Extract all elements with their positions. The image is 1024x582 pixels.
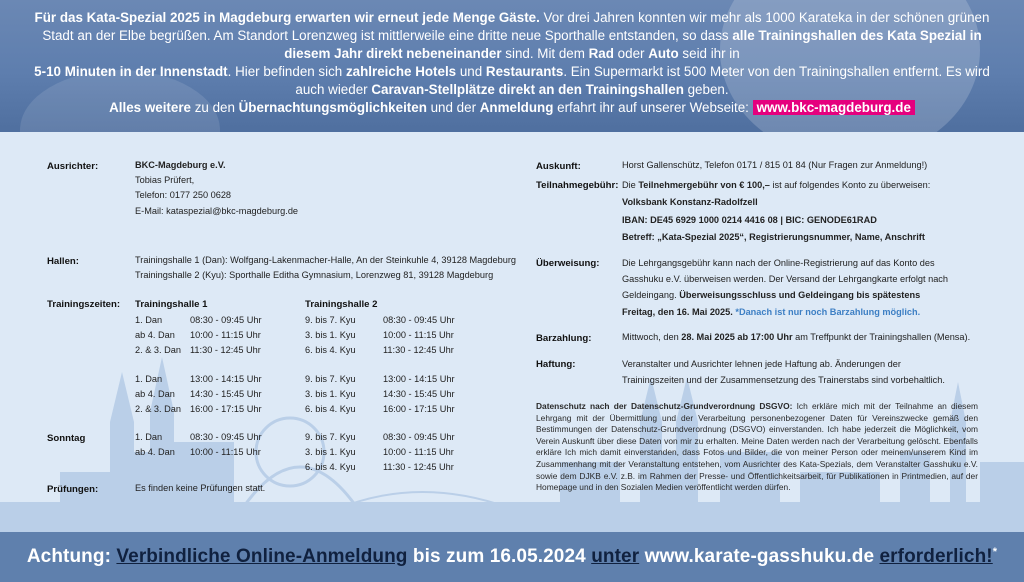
ausrichter-email[interactable]: E-Mail: kataspezial@bkc-magdeburg.de [135,205,299,216]
schedule-row: 1. Dan 13:00 - 14:15 Uhr [135,374,262,384]
schedule-row: ab 4. Dan 10:00 - 11:15 Uhr [135,330,261,341]
schedule-row: ab 4. Dan 14:30 - 15:45 Uhr [135,389,262,400]
bank-name: Volksbank Konstanz-Radolfzell [622,197,758,208]
ausrichter-name: BKC-Magdeburg e.V. [135,160,226,170]
schedule-row: 3. bis 1. Kyu 10:00 - 11:15 Uhr [305,447,454,458]
intro-text: Für das Kata-Spezial 2025 in Magdeburg erwarten wir erneut jede Menge Gäste. Vor drei Jahren konnten wir mehr als 1000 Karateka in der schönen grünen Stadt an der Elbe begrüßen. Am Standort Lorenzweg ist mittlerweile eine dritte neue Sporthalle entstanden, so dass alle Trainingshallen des Kata Spezial in diesem Jahr direkt nebeneinander sind. Mit dem Rad oder Auto seid ihr in 5-10 Minuten in der Innenstadt. Hier befinden sich zahlreiche Hotels und Restaurants. Ein Supermarkt ist 500 Meter von den Trainingshallen entfernt. Es wird auch wieder Caravan-Stellplätze direkt an den Trainingshallen geben. Alles weitere zu den Übernachtungsmöglichkeiten und der Anmeldung erfahrt ihr auf unserer Webseite: www.bkc-magdeburg.de [34,10,990,115]
footer-banner: Achtung: Verbindliche Online-Anmeldung bis zum 16.05.2024 unter www.karate-gasshuku.de erforderlich!* [0,532,1024,582]
schedule-row: 9. bis 7. Kyu 13:00 - 14:15 Uhr [305,374,455,384]
schedule-row: ab 4. Dan 10:00 - 11:15 Uhr [135,447,261,458]
schedule-h1-block2 [135,372,295,418]
hallen-label: Hallen: [47,256,79,267]
haftung-label: Haftung: [536,359,576,370]
schedule-h2-block1 [305,313,465,359]
schedule-row: 6. bis 4. Kyu 11:30 - 12:45 Uhr [305,345,454,356]
schedule-row: 2. & 3. Dan 16:00 - 17:15 Uhr [135,404,262,415]
schedule-row: 3. bis 1. Kyu 14:30 - 15:45 Uhr [305,389,455,400]
hallen-line: Trainingshalle 2 (Kyu): Sporthalle Editha Gymnasium, Lorenzweg 81, 39128 Magdeburg [135,270,494,281]
gasshuku-url[interactable]: www.karate-gasshuku.de [639,546,880,567]
halle2-title: Trainingshalle 2 [305,299,378,310]
hallen-block [135,253,516,283]
ausrichter-line: Tobias Prüfert, [135,175,195,186]
pruefungen-text: Es finden keine Prüfungen statt. [135,483,266,493]
schedule-h2-block2 [305,372,465,418]
haftung-block: Veranstalter und Ausrichter lehnen jede Haftung ab. Änderungen der Trainingszeiten und der Zusammensetzung des Trainerstabs sind vorbehaltlich. [622,359,945,385]
ueberweisung-label: Überweisung: [536,258,600,269]
auskunft-text: Horst Gallenschütz, Telefon 0171 / 815 01 84 (Nur Fragen zur Anmeldung!) [622,160,928,170]
schedule-h1-block1 [135,313,295,359]
datenschutz-text: Datenschutz nach der Datenschutz-Grundverordnung DSGVO: Ich erkläre mich mit der Teilnahme an diesem Lehrgang mit der Übermittlung und der Verarbeitung personenbezogener Daten für Vereinszwecke gemäß den Bestimmungen der Datenschutz-Grundverordnung (DSGVO) einverstanden. Ich habe jederzeit die Möglichkeit, vom Verein Auskunft über diese Daten von mir zu erhalten. Meine Daten werden nach der Verarbeitung gelöscht. Ebenfalls erkläre Ich mich damit einverstanden, dass Fotos und Bilder, die von meiner Person oder meinem/unserem Kind im Zusammenhang mit der Veranstaltung entstehen, vom Ausrichter des Kata-Spezials, dem Veranstalter Gasshuku e.V. sowie dem DJKB e.V. z.B. im Rahmen der Presse- und Öffentlichkeitsarbeit, für Publikationen in Printmedien, auf der Homepage und in den Sozialen Medien veröffentlicht werden dürfen. [536,401,978,493]
gebuehr-label: Teilnahmegebühr: [536,180,619,191]
betreff: Betreff: „Kata-Spezial 2025“, Registrierungsnummer, Name, Anschrift [622,232,925,243]
trainingszeiten-label: Trainingszeiten: [47,299,121,310]
schedule-row: 6. bis 4. Kyu 16:00 - 17:15 Uhr [305,404,455,415]
website-link[interactable]: www.bkc-magdeburg.de [753,100,915,115]
intro-banner [0,0,1024,132]
sonntag-label: Sonntag [47,433,86,444]
barzahlung-label: Barzahlung: [536,333,592,344]
schedule-row: 3. bis 1. Kyu 10:00 - 11:15 Uhr [305,330,454,341]
ausrichter-line: Telefon: 0177 250 0628 [135,190,232,201]
halle1-title: Trainingshalle 1 [135,299,208,310]
ueberweisung-block: Die Lehrgangsgebühr kann nach der Online-Registrierung auf das Konto des Gasshuku e.V. überweisen werden. Der Versand der Lehrgangkarte erfolgt nach Geldeingang. Überweisungsschluss und Geldeingang bis spätestens Freitag, den 16. Mai 2025. *Danach ist nur noch Barzahlung möglich. [622,258,949,317]
schedule-row: 2. & 3. Dan 11:30 - 12:45 Uhr [135,345,261,356]
schedule-h2-block3 [305,430,465,476]
schedule-h1-block3 [135,430,295,460]
schedule-row: 1. Dan 08:30 - 09:45 Uhr [135,432,262,442]
schedule-row: 9. bis 7. Kyu 08:30 - 09:45 Uhr [305,315,455,325]
online-anmeldung-link[interactable]: Verbindliche Online-Anmeldung [116,546,408,567]
schedule-row: 1. Dan 08:30 - 09:45 Uhr [135,315,262,325]
schedule-row: 9. bis 7. Kyu 08:30 - 09:45 Uhr [305,432,455,442]
auskunft-label: Auskunft: [536,161,581,172]
barzahlung-text: Mittwoch, den 28. Mai 2025 ab 17:00 Uhr am Treffpunkt der Trainingshallen (Mensa). [622,332,971,342]
ausrichter-block [135,158,298,219]
pruefungen-label: Prüfungen: [47,484,99,495]
schedule-row: 6. bis 4. Kyu 11:30 - 12:45 Uhr [305,462,454,473]
hallen-line: Trainingshalle 1 (Dan): Wolfgang-Lakenmacher-Halle, An der Steinkuhle 4, 39128 Magdeburg [135,255,516,265]
gebuehr-block: Die Teilnehmergebühr von € 100,– ist auf folgendes Konto zu überweisen: Volksbank Konstanz-Radolfzell IBAN: DE45 6929 1000 0214 4416 08 | BIC: GENODE61RAD Betreff: „Kata-Spezial 2025“, Registrierungsnummer, Name, Anschrift [622,180,931,243]
iban: IBAN: DE45 6929 1000 0214 4416 08 | BIC: GENODE61RAD [622,214,877,225]
ausrichter-label: Ausrichter: [47,161,99,172]
